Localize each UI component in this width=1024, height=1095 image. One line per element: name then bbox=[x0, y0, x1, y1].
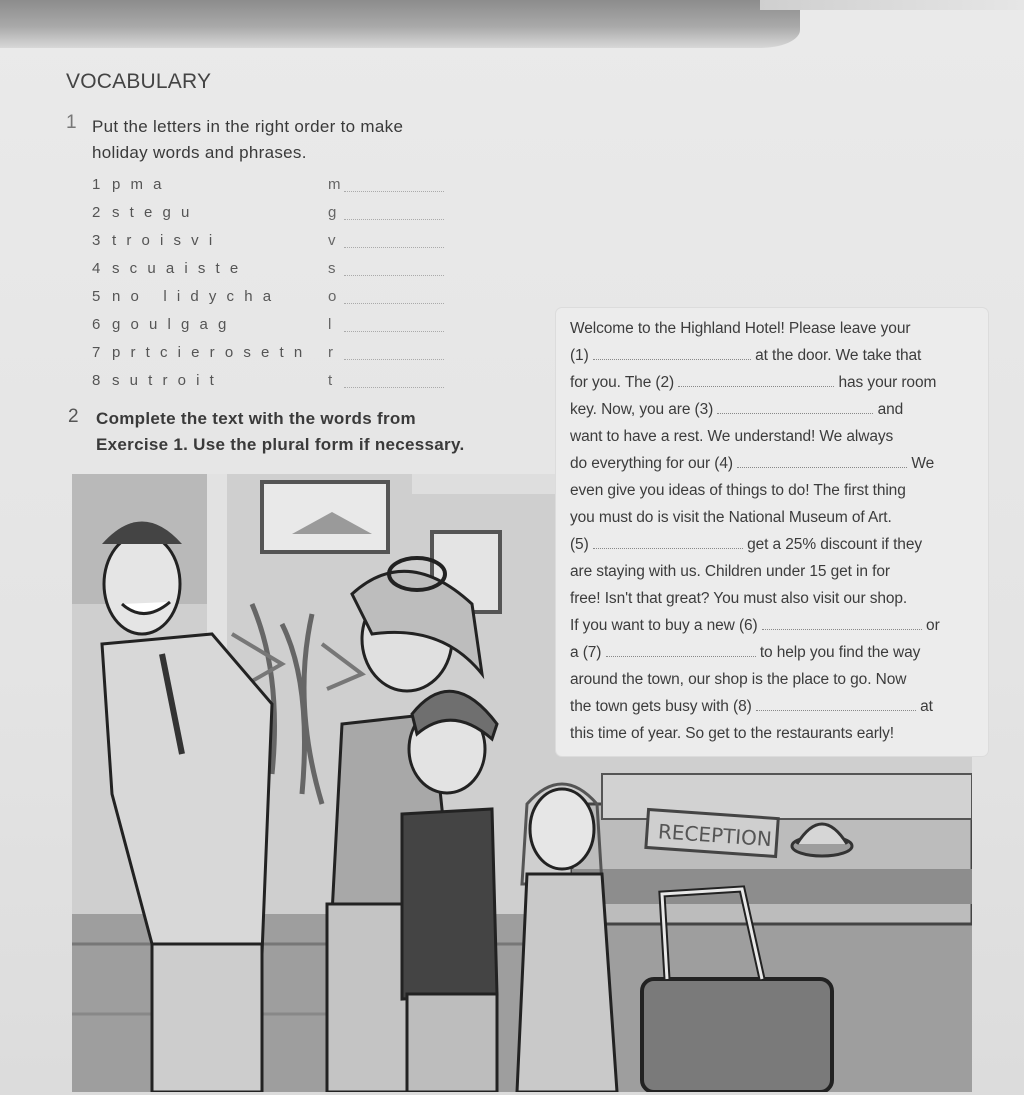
passage-text: We bbox=[911, 455, 935, 472]
passage-line bbox=[570, 347, 990, 373]
passage-text: do everything for our (4) bbox=[570, 455, 733, 472]
scrambled-letters: n o l i d y c h a bbox=[112, 288, 275, 305]
exercise-2-instruction-line2: Exercise 1. Use the plural form if necessary. bbox=[96, 435, 465, 454]
passage-number: (1) bbox=[570, 347, 589, 364]
scrambled-letters: p m a bbox=[112, 176, 165, 193]
passage-text: or bbox=[926, 617, 940, 634]
passage-text: has your room bbox=[838, 374, 937, 391]
item-number: 5 bbox=[92, 288, 101, 305]
passage-text: the town gets busy with (8) bbox=[570, 698, 752, 715]
scrambled-letters: s c u a i s t e bbox=[112, 260, 242, 277]
gap-3[interactable] bbox=[717, 401, 873, 414]
passage-line: even give you ideas of things to do! The first thing bbox=[570, 482, 906, 499]
item-number: 7 bbox=[92, 344, 101, 361]
answer-start-letter: s bbox=[328, 260, 336, 277]
item-number: 4 bbox=[92, 260, 101, 277]
scrambled-letters: p r t c i e r o s e t n bbox=[112, 344, 306, 361]
passage-line bbox=[570, 617, 990, 643]
passage-line: this time of year. So get to the restaurants early! bbox=[570, 725, 895, 742]
passage-line bbox=[570, 644, 990, 670]
passage-number: a (7) bbox=[570, 644, 602, 661]
passage-text: If you want to buy a new (6) bbox=[570, 617, 758, 634]
passage-line bbox=[570, 374, 990, 400]
word-item bbox=[92, 176, 452, 198]
reception-sign: RECEPTION bbox=[657, 819, 773, 852]
passage-line bbox=[570, 536, 990, 562]
gap-8[interactable] bbox=[756, 698, 916, 711]
passage-text: get a 25% discount if they bbox=[747, 536, 922, 553]
item-number: 2 bbox=[92, 204, 101, 221]
passage-text: key. Now, you are (3) bbox=[570, 401, 714, 418]
passage-text: at the door. We take that bbox=[755, 347, 922, 364]
exercise-1-instruction-line2: holiday words and phrases. bbox=[92, 143, 307, 162]
page-top-edge bbox=[760, 0, 1024, 10]
answer-blank[interactable] bbox=[344, 387, 444, 388]
word-item bbox=[92, 260, 452, 282]
word-item bbox=[92, 372, 452, 394]
word-item bbox=[92, 204, 452, 226]
answer-start-letter: v bbox=[328, 232, 336, 249]
gap-5[interactable] bbox=[593, 536, 743, 549]
passage-line: want to have a rest. We understand! We always bbox=[570, 428, 894, 445]
scrambled-letters: s t e g u bbox=[112, 204, 193, 221]
answer-blank[interactable] bbox=[344, 275, 444, 276]
answer-start-letter: l bbox=[328, 316, 332, 333]
item-number: 3 bbox=[92, 232, 101, 249]
passage-line: Welcome to the Highland Hotel! Please leave your bbox=[570, 320, 911, 337]
answer-start-letter: o bbox=[328, 288, 337, 305]
passage-text: to help you find the way bbox=[759, 644, 921, 661]
item-number: 1 bbox=[92, 176, 101, 193]
passage-number: (5) bbox=[570, 536, 589, 553]
page-top-shadow bbox=[0, 0, 800, 48]
word-item bbox=[92, 344, 452, 366]
exercise-2-number: 2 bbox=[68, 406, 79, 427]
word-item bbox=[92, 316, 452, 338]
exercise-1-number: 1 bbox=[66, 112, 77, 133]
gap-2[interactable] bbox=[678, 374, 834, 387]
answer-start-letter: r bbox=[328, 344, 333, 361]
answer-start-letter: t bbox=[328, 372, 333, 389]
passage-line: are staying with us. Children under 15 get in for bbox=[570, 563, 890, 580]
exercise-1-instruction-line1: Put the letters in the right order to make bbox=[92, 117, 404, 136]
answer-blank[interactable] bbox=[344, 303, 444, 304]
passage-text: at bbox=[920, 698, 933, 715]
passage-line bbox=[570, 401, 990, 427]
answer-start-letter: g bbox=[328, 204, 337, 221]
item-number: 8 bbox=[92, 372, 101, 389]
scrambled-letters: s u t r o i t bbox=[112, 372, 217, 389]
answer-blank[interactable] bbox=[344, 359, 444, 360]
answer-blank[interactable] bbox=[344, 191, 444, 192]
answer-blank[interactable] bbox=[344, 247, 444, 248]
exercise-2-instruction-line1: Complete the text with the words from bbox=[96, 409, 416, 428]
passage-line: free! Isn't that great? You must also visit our shop. bbox=[570, 590, 908, 607]
gap-6[interactable] bbox=[762, 617, 922, 630]
section-heading: VOCABULARY bbox=[66, 70, 212, 93]
answer-blank[interactable] bbox=[344, 331, 444, 332]
item-number: 6 bbox=[92, 316, 101, 333]
passage-line bbox=[570, 455, 990, 481]
passage-line: you must do is visit the National Museum of Art. bbox=[570, 509, 892, 526]
gap-4[interactable] bbox=[737, 455, 907, 468]
word-item bbox=[92, 232, 452, 254]
passage-line bbox=[570, 698, 990, 724]
scrambled-letters: t r o i s v i bbox=[112, 232, 216, 249]
scrambled-letters: g o u l g a g bbox=[112, 316, 230, 333]
answer-start-letter: m bbox=[328, 176, 341, 193]
answer-blank[interactable] bbox=[344, 219, 444, 220]
gap-7[interactable] bbox=[606, 644, 756, 657]
passage-text: and bbox=[877, 401, 904, 418]
gap-1[interactable] bbox=[593, 347, 751, 360]
passage-line: around the town, our shop is the place to go. Now bbox=[570, 671, 907, 688]
word-item bbox=[92, 288, 452, 310]
passage-text: for you. The (2) bbox=[570, 374, 675, 391]
